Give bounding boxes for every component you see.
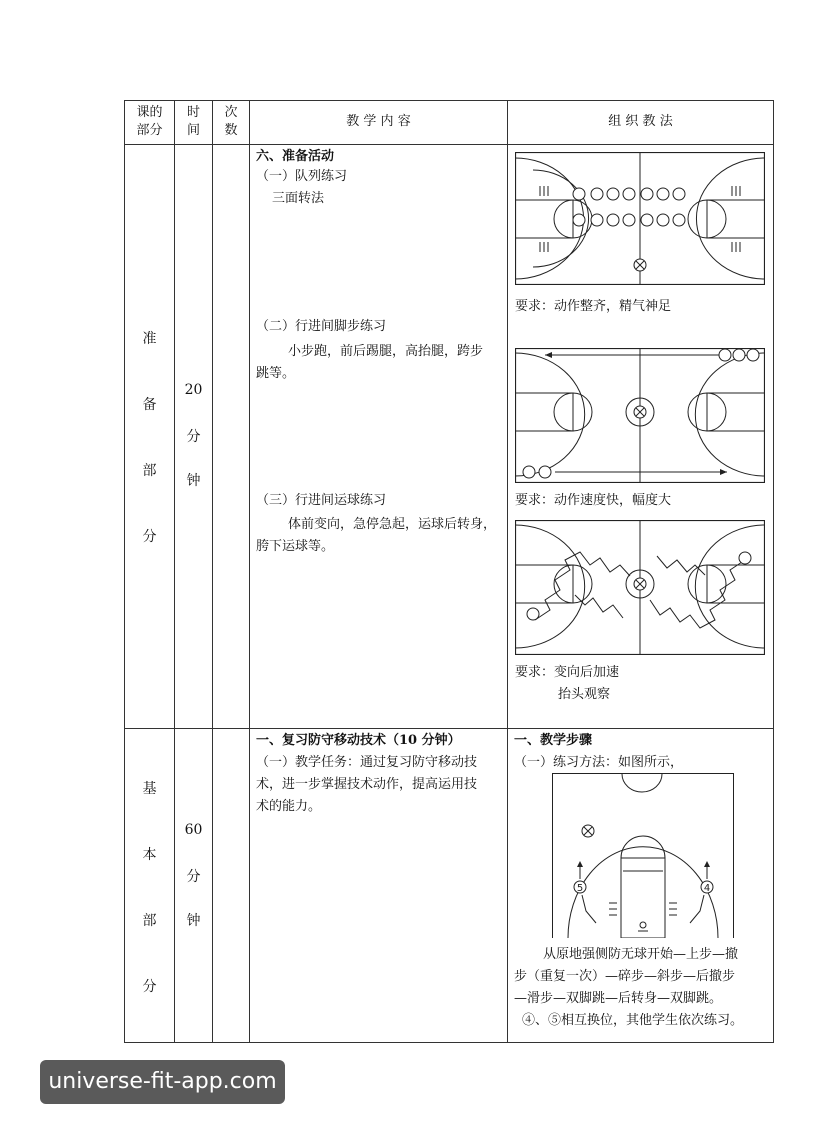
court-diagram-defense [552,773,734,938]
section2-time-char: 钟 [186,913,201,929]
header-time-line2: 间 [186,123,200,138]
col-divider-3 [249,100,250,1043]
header-bottom [124,144,774,145]
section1-time-value: 20 [184,382,203,398]
header-content: 教 学 内 容 [346,114,411,129]
section2-title: 一、复习防守移动技术（10 分钟） [256,733,461,748]
header-part-line1: 课的 [136,105,163,120]
section2-time [175,822,212,954]
section2-body-3: 术的能力。 [256,799,322,814]
item1-body: 三面转法 [272,191,325,206]
col-divider-2 [212,100,213,1043]
section1-time-char: 分 [186,429,201,445]
section2-body-2: 术，进一步掌握技术动作，提高运用技 [256,777,478,792]
section2-part-char: 部 [142,913,157,929]
section1-title: 六、准备活动 [256,149,335,164]
item3-title: （三）行进间运球练习 [256,493,387,508]
item3-body-1: 体前变向，急停急起，运球后转身， [288,517,497,532]
border-top [124,100,774,101]
header-part [125,104,174,140]
header-time [175,104,212,140]
section1-time-char: 钟 [186,473,201,489]
court-diagram-dribbling [515,520,765,655]
item3-body-2: 胯下运球等。 [256,539,335,554]
header-count [213,104,249,140]
border-right [773,100,774,1043]
method-desc-2: 步（重复一次）—碎步—斜步—后撤步 [514,969,736,984]
border-bottom [124,1042,774,1043]
section2-time-char: 分 [186,869,201,885]
req-dribbling-1: 要求：变向后加速 [515,665,620,680]
req-dribbling-2: 抬头观察 [558,687,611,702]
section1-part-char: 分 [142,529,157,545]
method-title: 一、教学步骤 [514,733,593,748]
section1-part-char: 准 [142,331,157,347]
req-footwork: 要求：动作速度快，幅度大 [515,493,672,508]
item1-title: （一）队列练习 [256,169,348,184]
item2-body-2: 跳等。 [256,366,296,381]
header-count-line2: 数 [224,123,238,138]
section-divider [124,728,774,729]
section2-part-char: 分 [142,979,157,995]
player-4-marker: 4 [703,883,711,894]
section2-part-char: 本 [142,847,157,863]
section1-time [175,382,212,514]
item2-title: （二）行进间脚步练习 [256,319,387,334]
court-diagram-formation [515,152,765,285]
watermark-badge: universe-fit-app.com [40,1060,285,1104]
header-part-line2: 部分 [136,123,163,138]
header-count-line1: 次 [224,105,238,120]
col-divider-4 [507,100,508,1043]
method-desc-3: —滑步—双脚跳—后转身—双脚跳。 [514,991,723,1006]
section2-time-value: 60 [184,822,203,838]
header-time-line1: 时 [186,105,200,120]
method-sub: （一）练习方法：如图所示， [514,755,684,770]
req-formation: 要求：动作整齐，精气神足 [515,299,672,314]
section2-part-char: 基 [142,781,157,797]
section1-part-char: 备 [142,397,157,413]
section2-body-1: （一）教学任务：通过复习防守移动技 [256,755,478,770]
player-5-marker: 5 [576,883,584,894]
method-desc-4: ④、⑤相互换位，其他学生依次练习。 [522,1013,744,1028]
method-desc-1: 从原地强侧防无球开始—上步—撤 [543,947,739,962]
section1-part-char: 部 [142,463,157,479]
item2-body-1: 小步跑，前后踢腿，高抬腿，跨步 [288,344,484,359]
court-diagram-footwork [515,348,765,483]
section2-part [125,778,174,1042]
section1-part [125,328,174,592]
header-method: 组 织 教 法 [608,114,673,129]
